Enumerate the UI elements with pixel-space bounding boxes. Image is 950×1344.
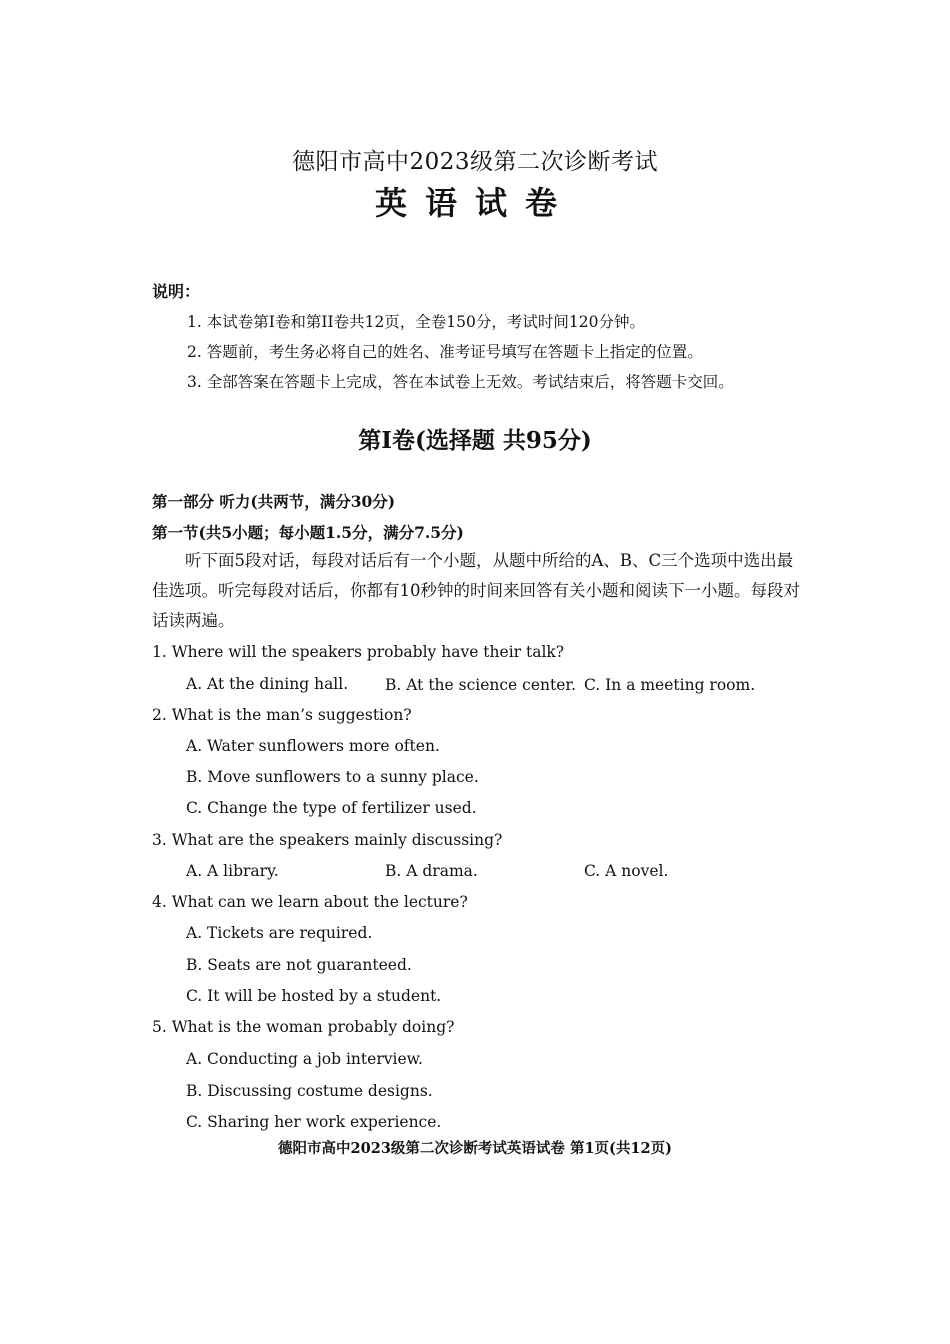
page-footer: 德阳市高中2023级第二次诊断考试英语试卷 第1页(共12页)	[278, 1140, 672, 1157]
option-c: C. In a meeting room.	[584, 676, 756, 694]
option-a: A. Tickets are required.	[186, 924, 373, 942]
option-c: C. A novel.	[584, 862, 669, 880]
exam-title: 德阳市高中2023级第二次诊断考试	[291, 149, 659, 175]
question-stem: 5. What is the woman probably doing?	[152, 1018, 455, 1036]
option-a: A. Conducting a job interview.	[186, 1050, 423, 1068]
question-stem: 3. What are the speakers mainly discussing?	[152, 831, 503, 849]
option-b: B. Seats are not guaranteed.	[186, 956, 412, 974]
question-stem: 2. What is the man’s suggestion?	[152, 706, 412, 724]
option-c: C. Change the type of fertilizer used.	[186, 799, 477, 817]
volume-title: 第I卷(选择题 共95分)	[358, 427, 592, 454]
option-c: C. It will be hosted by a student.	[186, 987, 442, 1005]
option-b: B. Move sunflowers to a sunny place.	[186, 768, 479, 786]
option-b: B. At the science center.	[385, 676, 577, 694]
question-stem: 1. Where will the speakers probably have their talk?	[152, 643, 565, 661]
option-a: A. A library.	[186, 862, 279, 880]
note-item: 3. 全部答案在答题卡上完成，答在本试卷上无效。考试结束后，将答题卡交回。	[187, 373, 734, 391]
note-item: 2. 答题前，考生务必将自己的姓名、准考证号填写在答题卡上指定的位置。	[187, 343, 703, 361]
option-c: C. Sharing her work experience.	[186, 1113, 442, 1131]
option-b: B. A drama.	[385, 862, 478, 880]
section-title: 第一节(共5小题；每小题1.5分，满分7.5分)	[152, 523, 464, 542]
option-b: B. Discussing costume designs.	[186, 1082, 433, 1100]
note-item: 1. 本试卷第I卷和第II卷共12页，全卷150分，考试时间120分钟。	[187, 313, 645, 331]
subject-title: 英语试卷	[374, 184, 575, 222]
option-a: A. Water sunflowers more often.	[186, 737, 440, 755]
option-a: A. At the dining hall.	[186, 675, 349, 693]
listening-instructions: 听下面5段对话，每段对话后有一个小题，从题中所给的A、B、C三个选项中选出最佳选项。听完每段对话后，你都有10秒钟的时间来回答有关小题和阅读下一小题。每段对话读两遍。	[152, 551, 800, 630]
part-title: 第一部分 听力(共两节，满分30分)	[152, 492, 396, 511]
question-stem: 4. What can we learn about the lecture?	[152, 893, 468, 911]
notes-heading: 说明：	[152, 282, 201, 301]
